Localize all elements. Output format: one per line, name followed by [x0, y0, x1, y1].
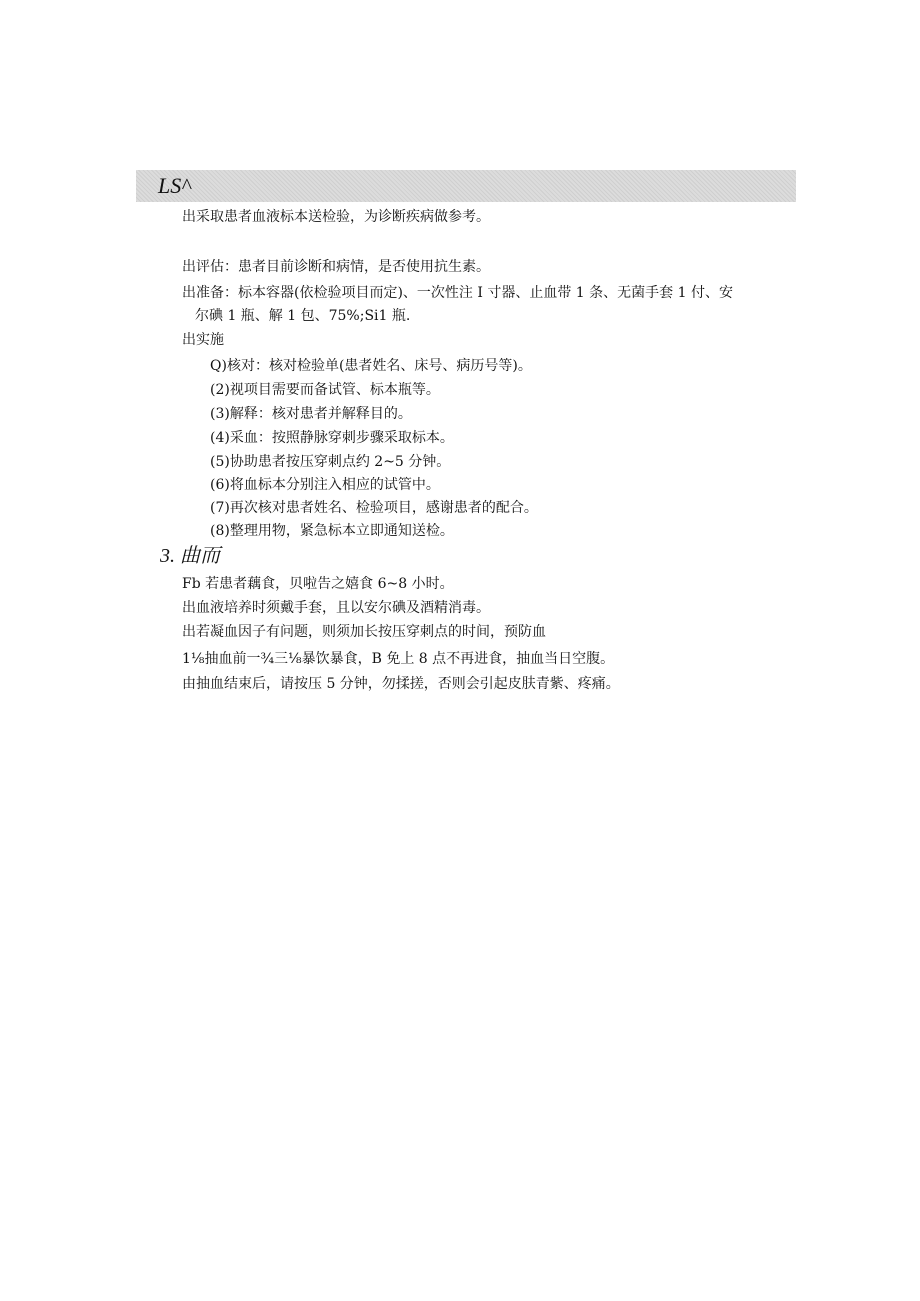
header-title: LS^	[158, 173, 191, 198]
implementation-step: (2)视项目需要而备试管、标本瓶等。	[210, 382, 440, 398]
precaution-note: Fb 若患者藕食，贝啦告之嬉食 6~8 小时。	[182, 576, 454, 592]
implementation-step: Q)核对：核对检验单(患者姓名、床号、病历号等)。	[210, 358, 532, 374]
precaution-note: 出若凝血因子有问题，则须加长按压穿刺点的时间，预防血	[182, 624, 546, 640]
preparation-line-1: 出准备：标本容器(依检验项目而定)、一次性注 I 寸器、止血带 1 条、无菌手套 1 付、安	[182, 285, 733, 301]
purpose-line: 出采取患者血液标本送检验，为诊断疾病做参考。	[182, 209, 490, 225]
precaution-note: 由抽血结束后，请按压 5 分钟，勿揉搓，否则会引起皮肤青紫、疼痛。	[182, 676, 620, 692]
section-3-heading: 3. 曲而	[160, 545, 220, 567]
implementation-step: (8)整理用物，紧急标本立即通知送检。	[210, 523, 454, 539]
precaution-note: 出血液培养时须戴手套，且以安尔碘及酒精消毒。	[182, 600, 490, 616]
implementation-step: (5)协助患者按压穿刺点约 2~5 分钟。	[210, 454, 451, 470]
implementation-step: (7)再次核对患者姓名、检验项目，感谢患者的配合。	[210, 500, 538, 516]
implementation-step: (6)将血标本分别注入相应的试管中。	[210, 477, 440, 493]
preparation-line-2: 尔碘 1 瓶、解 1 包、75%;Si1 瓶.	[195, 308, 411, 324]
implementation-step: (4)采血：按照静脉穿刺步骤采取标本。	[210, 430, 454, 446]
implementation-title: 出实施	[182, 332, 224, 348]
assessment-line: 出评估：患者目前诊断和病情，是否使用抗生素。	[182, 259, 490, 275]
header-bar	[136, 170, 796, 202]
implementation-step: (3)解释：核对患者并解释目的。	[210, 406, 412, 422]
precaution-note: 1⅛抽血前一¾三⅛暴饮暴食，B 免上 8 点不再进食，抽血当日空腹。	[182, 651, 615, 667]
